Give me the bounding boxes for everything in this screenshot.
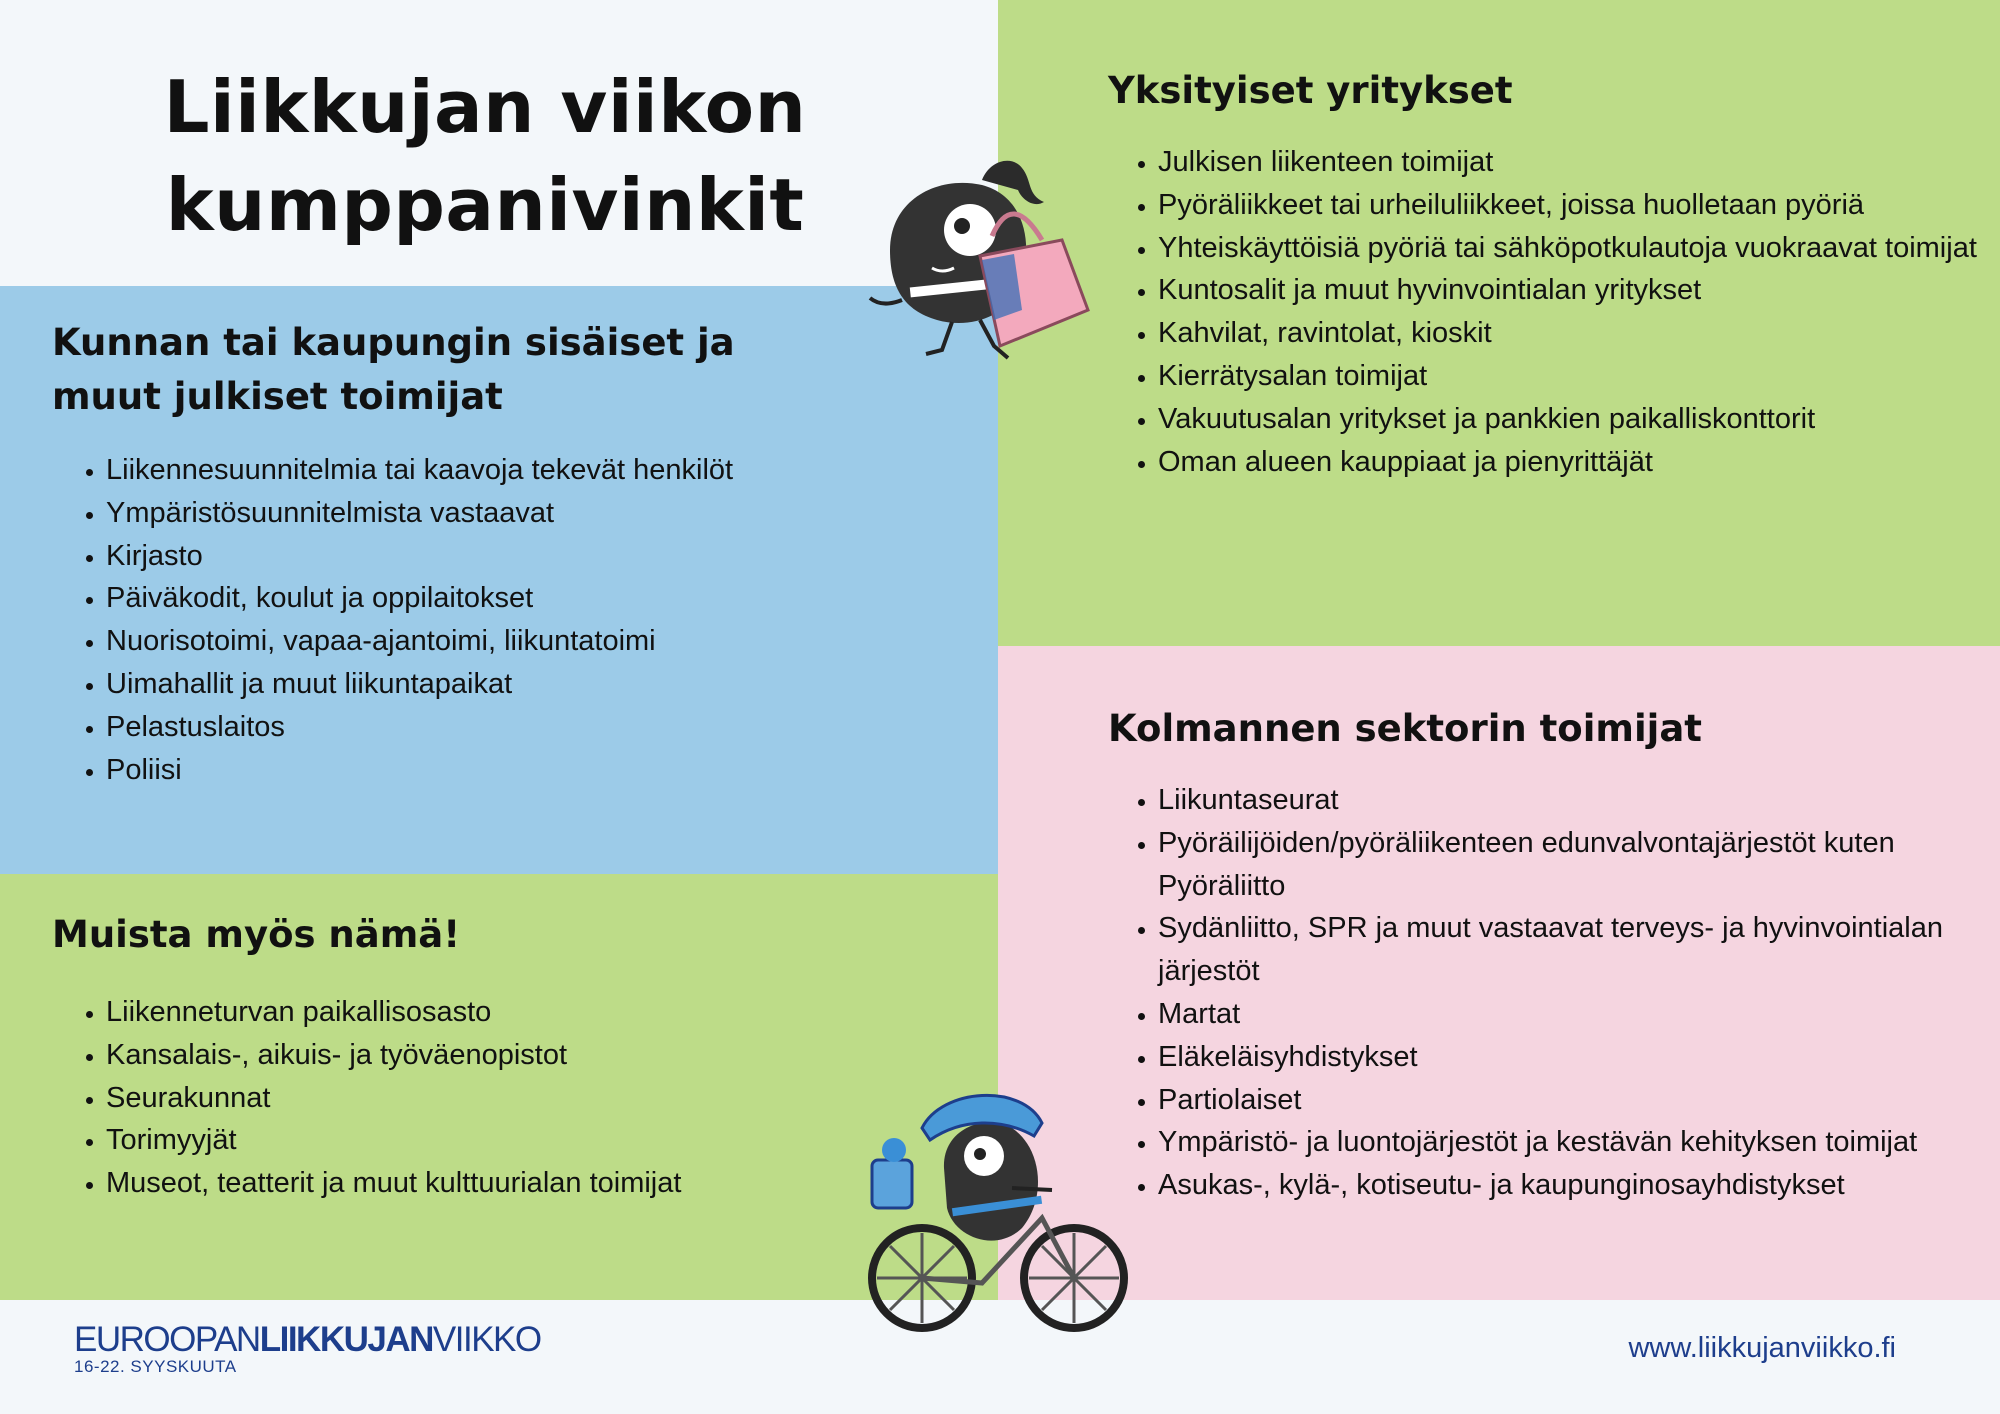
list-item: • Partiolaiset [1158,1079,2000,1122]
private-companies-list [1106,141,1978,483]
list-item: • Oman alueen kauppiaat ja pienyrittäjät [1158,441,1978,484]
list-item: • Julkisen liikenteen toimijat [1158,141,1978,184]
list-item: • Kirjasto [106,535,1006,578]
list-item: • Pyöräilijöiden/pyöräliikenteen edunvalvontajärjestöt kuten Pyöräliitto [1158,822,2000,908]
list-item: • Asukas-, kylä-, kotiseutu- ja kaupunginosayhdistykset [1158,1164,2000,1207]
list-item: • Pyöräliikkeet tai urheiluliikkeet, joissa huolletaan pyöriä [1158,184,1978,227]
list-item: • Poliisi [106,749,1006,792]
other-actors-heading: Muista myös nämä! [52,913,461,956]
event-logo [74,1322,541,1376]
list-item: • Uimahallit ja muut liikuntapaikat [106,663,1006,706]
list-item: • Torimyyjät [106,1119,966,1162]
other-actors-panel [0,874,998,1300]
page-title [140,58,830,254]
list-item: • Vakuutusalan yritykset ja pankkien paikalliskonttorit [1158,398,1978,441]
list-item: • Kahvilat, ravintolat, kioskit [1158,312,1978,355]
title-panel [0,0,998,286]
list-item: • Seurakunnat [106,1077,966,1120]
list-item: • Ympäristösuunnitelmista vastaavat [106,492,1006,535]
list-item: • Kierrätysalan toimijat [1158,355,1978,398]
other-actors-list [54,991,966,1205]
public-actors-panel [0,286,998,874]
list-item: • Pelastuslaitos [106,706,1006,749]
title-line-1: Liikkujan viikon [163,65,807,149]
list-item: • Liikenneturvan paikallisosasto [106,991,966,1034]
list-item: • Nuorisotoimi, vapaa-ajantoimi, liikuntatoimi [106,620,1006,663]
list-item: • Sydänliitto, SPR ja muut vastaavat terveys- ja hyvinvointialan järjestöt [1158,907,2000,993]
list-item: • Eläkeläisyhdistykset [1158,1036,2000,1079]
logo-part-2: LIIKKUJAN [259,1320,433,1359]
public-actors-list [54,449,1006,791]
public-heading-line-1: Kunnan tai kaupungin sisäiset ja [52,321,735,364]
title-line-2: kumppanivinkit [165,163,805,247]
list-item: • Martat [1158,993,2000,1036]
logo-dates: 16-22. SYYSKUUTA [74,1357,237,1376]
list-item: • Liikennesuunnitelmia tai kaavoja tekevät henkilöt [106,449,1006,492]
third-sector-panel [998,646,2000,1300]
walking-mascot-icon [862,150,1102,380]
logo-part-1: EUROOPAN [74,1320,260,1359]
private-companies-heading: Yksityiset yritykset [1108,69,1513,112]
list-item: • Museot, teatterit ja muut kulttuurialan toimijat [106,1162,966,1205]
public-heading-line-2: muut julkiset toimijat [52,375,503,418]
list-item: • Päiväkodit, koulut ja oppilaitokset [106,577,1006,620]
list-item: • Kuntosalit ja muut hyvinvointialan yritykset [1158,269,1978,312]
public-actors-heading [52,316,735,424]
private-companies-panel [998,0,2000,646]
logo-part-3: VIIKKO [432,1320,541,1359]
cycling-mascot-icon [862,1088,1134,1338]
list-item: • Ympäristö- ja luontojärjestöt ja kestävän kehityksen toimijat [1158,1121,2000,1164]
list-item: • Kansalais-, aikuis- ja työväenopistot [106,1034,966,1077]
third-sector-list [1106,779,2000,1207]
list-item: • Liikuntaseurat [1158,779,2000,822]
third-sector-heading: Kolmannen sektorin toimijat [1108,707,1702,750]
list-item: • Yhteiskäyttöisiä pyöriä tai sähköpotkulautoja vuokraavat toimijat [1158,227,1978,270]
website-link[interactable]: www.liikkujanviikko.fi [1628,1332,1896,1364]
logo-wordmark [74,1322,541,1358]
